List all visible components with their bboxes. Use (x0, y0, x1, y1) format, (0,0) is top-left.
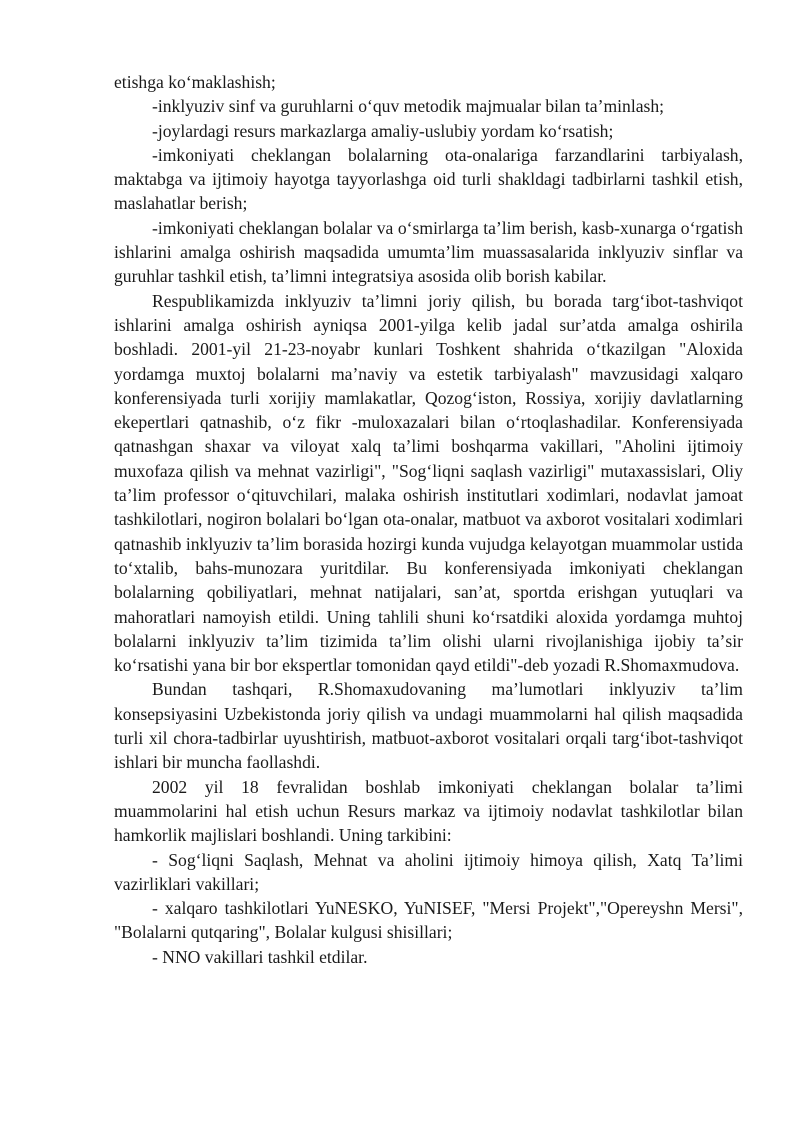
dash-item-ministries: - Sogʻliqni Saqlash, Mehnat va aholini ijtimoiy himoya qilish, Xatq Taʼlimi vazirliklari vakillari; (114, 849, 743, 894)
list-item-methodical: -inklyuziv sinf va guruhlarni oʻquv metodik majmualar bilan taʼminlash; (152, 96, 665, 117)
paragraph-2002: 2002 yil 18 fevralidan boshlab imkoniyati cheklangan bolalar taʼlimi muammolarini hal etish uchun Resurs markaz va ijtimoiy nodavlat tashkilotlar bilan hamkorlik majlislari boshlandi. Uning tarkibini: (114, 776, 743, 846)
paragraph-republic: Respublikamizda inklyuziv taʼlimni joriy qilish, bu borada targʻibot-tashviqot ishlarini amalga oshirish ayniqsa 2001-yilga kelib jadal surʼatda amalga oshirila boshladi. 2001-yil 21-23-noyabr kunlari Toshkent shahrida oʻtkazilgan "Aloxida yordamga muxtoj bolalarni maʼnaviy va estetik tarbiyalash" mavzusidagi xalqaro konferensiyada turli xorijiy mamlakatlar, Qozogʻiston, Rossiya, xorijiy davlatlarning ekepertlari qatnashib, oʻz fikr -muloxazalari bilan oʻrtoqlashadilar. Konferensiyada qatnashgan shaxar va viloyat xalq taʼlimi boshqarma vakillari, "Aholini ijtimoiy muxofaza qilish va mehnat vazirligi", "Sogʻliqni saqlash vazirligi" mutaxassislari, Oliy taʼlim professor oʻqituvchilari, malaka oshirish institutlari xodimlari, nodavlat jamoat tashkilotlari, nogiron bolalari boʻlgan ota-onalar, matbuot va axborot vositalari xodimlari qatnashib inklyuziv taʼlim borasida hozirgi kunda vujudga kelayotgan muammolar ustida toʻxtalib, bahs-munozara yuritdilar. Bu konferensiyada imkoniyati cheklangan bolalarning qobiliyatlari, mehnat natijalari, sanʼat, sportda erishgan yutuqlari va mahoratlari namoyish etildi. Uning tahlili shuni koʻrsatdiki aloxida yordamga muhtoj bolalarni inklyuziv taʼlim tizimida taʼlim olishi ularni rivojlanishiga ijobiy taʼsir koʻrsatishi yana bir bor ekspertlar tomonidan qayd etildi"-deb yozadi R.Shomaxmudova. (114, 290, 743, 676)
paragraph-besides: Bundan tashqari, R.Shomaxudovaning maʼlumotlari inklyuziv taʼlim konsepsiyasini Uzbekistonda joriy qilish va undagi muammolarni hal qilish maqsadida turli xil chora-tadbirlar uyushtirish, matbuot-axborot vositalari orqali targʻibot-tashviqot ishlari bir muncha faollashdi. (114, 679, 743, 773)
paragraph-start: etishga koʻmaklashish; (114, 72, 276, 92)
dash-item-nno: - NNO vakillari tashkil etdilar. (152, 946, 368, 967)
list-item-inclusive-classes: -imkoniyati cheklangan bolalar va oʻsmirlarga taʼlim berish, kasb-xunarga oʻrgatish ishlarini amalga oshirish maqsadida umumtaʼlim muassasalarida inklyuziv sinflar va guruhlar tashkil etish, taʼlimni integratsiya asosida olib borish kabilar. (114, 217, 743, 287)
list-item-resource-centers: -joylardagi resurs markazlarga amaliy-uslubiy yordam koʻrsatish; (152, 120, 614, 141)
dash-item-international: - xalqaro tashkilotlari YuNESKO, YuNISEF, "Mersi Projekt","Opereyshn Mersi", "Bolalarni qutqaring", Bolalar kulgusi shisillari; (114, 898, 743, 943)
list-item-parents: -imkoniyati cheklangan bolalarning ota-onalariga farzandlarini tarbiyalash, maktabga va ijtimoiy hayotga tayyorlashga oid turli shakldagi tadbirlarni tashkil etish, maslahatlar berish; (114, 144, 743, 214)
